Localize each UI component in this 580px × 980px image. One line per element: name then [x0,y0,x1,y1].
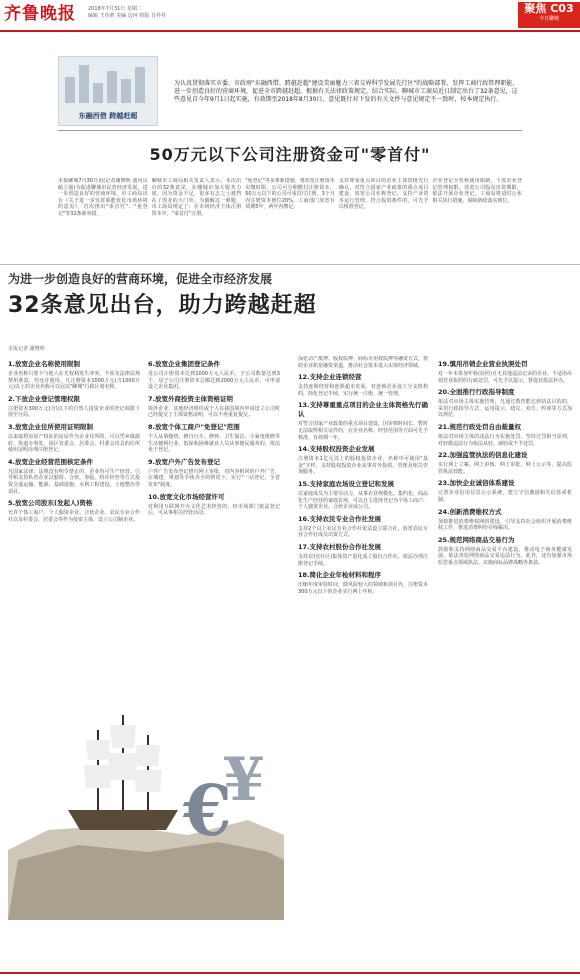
section-heading: 4.放宽企业经营范围核定条件 [8,457,93,466]
section-text: 对一年未参加年检(验照)且无其他违法记录的企业，不适用吊销营业执照的行政处罚，可先予以提示，督促其依法补办。 [438,371,572,384]
section-heading: 1.放宽企业名称使用限制 [8,360,80,368]
section-heading: 6.放宽企业集团登记条件 [148,360,220,368]
section-heading: 7.放宽外商投资主体资格证明 [148,394,233,403]
section-text: 深化动产抵押、股权质押、商标专用权质押等融资方式，帮助企业拓宽融资渠道，推动社会资本进入实体经济领域。 [298,356,428,369]
section-text: 以家庭成员为主要劳动力，从事农业规模化、集约化、商品化生产经营的家庭农场，可以自主选择登记为个体工商户、个人独资企业、合伙企业或公司。 [298,490,428,511]
article2-kicker: 为进一步创造良好的营商环境，促进全市经济发展 [8,272,273,286]
section-heading: 3.放宽企业住所使用证明限制 [8,422,93,431]
section-heading: 14.支持股权投资企业发展 [298,445,375,454]
section-heading: 2.下放企业登记管理权限 [8,394,80,403]
banner-lead: 为认真贯彻落实市委、市政府"东融西借、跨越赶超"建设美丽魅力三省交界科学发展先行区"的战略部署，发挥工商行政管理职能，进一步创造良好的营商环境，促进全市跨越赶超，根据有关法律政策规定，结合实际，聊城市工商局近日制定出台了32条意见，这些意见自今年9月1日起实施，有效期至2018年8月30日，意见既针对下发的有关文件与意见规定不一致时，按本规定执行。 [174,80,519,103]
article1-col: 支持尊重重点项目的企业主体资格先行确认，对符合国家产业政策的重点项目建设，放宽公司名称登记、支持产业资本运行管理，符合投资条件的，可先予以核准登记。 [338,178,429,210]
section-heading: 17.支持农村股份合作社发展 [298,542,382,551]
section-text: 完善企业信用信息公示系统，建立守信激励和失信惩戒机制。 [438,490,572,503]
section-title: 聚焦 C03 [524,2,574,15]
section-text: 支持2个以上农民专业合作社依法设立联合社，放宽农民专业合作社成员出资方式。 [298,525,428,539]
article1-col: 聊城市工商局相关负责人表示，本次出台的32条意见，在哪城市加大服务力度。因为资金不足，很多有志之士被挡在了创业的大门外。为破解这一难题，市工商局规定了：在市场经济主体注册资本中，"零首付"注册。 [151,178,242,217]
section-heading: 24.创新消费维权方式 [438,507,502,516]
section-heading: 5.放宽公司股东(发起人)资格 [8,499,93,508]
illustration-ship-currency [8,620,284,920]
body-column-1 [8,356,140,592]
section-badge [518,2,580,28]
section-text: 母公司注册资本达到1000万元人民币，子公司数量达到3个，母子公司注册资本总额达到2000万元人民币，可申请设立企业集团。 [148,371,280,391]
section-text: 压缩年度审验时间，除风险较大的领域和项目外，注册资本300万元以下的企业实行网上年检。 [298,582,428,595]
footer-divider [0,972,580,974]
section-text: 依法对市场主体实施管理，凡通过教育能达到执法目的的，采用行政指导方式，运用提示、建议、劝告、约谈等方式加以规范。 [438,399,572,419]
section-heading: 10.放宽文化市场经营许可 [148,492,225,501]
article1-columns [58,178,522,260]
section-text: 个人从事缝纫、修自行车、修钟、卫生保洁、小家电维修等生活便利行业，低保和困难就业人员从事便民服务的，依法免于登记。 [148,433,280,454]
article2-headline: 32条意见出台，助力跨越赶超 [8,293,317,318]
section-heading: 23.加快企业诚信体系建设 [438,479,515,488]
section-heading: 18.简化企业年检材料和程序 [298,571,382,580]
section-heading: 15.支持家庭农场设立登记和发展 [298,479,395,488]
body-column-3 [298,356,428,956]
section-text: 户外广告发布登记推行网上审批，对内容相同的户外广告，在城建、规划等手续齐全的情况下，实行"一站登记，全省发布"制度。 [148,468,280,488]
section-text: 依法对市场主体的违法行为实施处罚，坚持过罚相当原则，对轻微违法行为依法从轻、减轻或不予处罚。 [438,433,572,447]
section-text: 对利用互联网开办文化艺术经营的，经市场部门依法登记后，可从事相关经营活动。 [148,503,280,517]
section-heading: 25.规范网络商品交易行为 [438,535,515,544]
masthead [0,0,580,30]
article1-col: 本报聊城7月30日讯(记者谢晓明 通讯员 蔺立强)为促进聊城市民营经济发展，进一步创造良好的营商环境，市工商局出台《关于进一步发挥职能优化市场环境的意见》，首次推出"零首付"、"免登记"等32条新举措。 [58,178,148,217]
section-subtitle: 今日聊城 [538,16,559,22]
issue-editors: 编辑 王伟胜 美编 边珂 组版 肖祥祥 [88,13,166,19]
article2-byline: 本报记者 谢晓明 [8,346,45,352]
svg-text:¥: ¥ [223,745,265,815]
section-heading: 19.慎用吊销企业营业执照处罚 [438,360,528,368]
section-heading: 22.加强监管执法的信息化建设 [438,451,528,460]
section-heading: 21.规范行政处罚自由裁量权 [438,422,522,431]
section-heading: 12.支持企业连锁经营 [298,373,362,382]
section-text: 对符合国家产业政策的重点项目建设，因审核时间长、暂时无法取得相关证件的，在企业名称、经营范围等方面可先予核准，有效期一年。 [298,421,428,441]
svg-text:€: € [183,769,232,852]
issue-meta [88,6,166,20]
section-text: 支持连锁经营和连锁超市发展，对连锁企业设立分支机构的，简化登记手续，实行统一注册、统一管理。 [298,384,428,397]
body-column-4 [438,356,572,956]
article1-col: 企业登记全名称使用限制，下放企业登记管理权限，放宽公司股东出资期限，依法开展企业登记。工商局将适时公布相关执行措施，保障新政落实到位。 [432,178,522,204]
section-text: 注册资本300万元(含)以下的自然人投资企业的登记权限下放至分局。 [8,405,140,419]
newspaper-logo: 齐鲁晚报 [4,4,76,24]
section-heading: 8.放宽个体工商户"免登记"范围 [148,422,240,431]
section-text: 境外企业、其他经济组织或个人在我国境内申请设立公司时已经提交了主体资格证明，可以不再重复提交。 [148,405,280,419]
section-heading: 20.全面推行行政指导制度 [438,388,515,397]
section-heading: 16.支持农民专业合作社发展 [298,514,382,523]
section-text: 凡国家法律、法规没有明令禁止的，企业均可生产经营。引导和支持私营企业以独资、合伙、参股、特许经营等方式投资交通运输、能源、基础设施、水利工程建设、土地整治等项目。 [8,468,140,495]
section-text: 允许个体工商户、个人独资企业、合伙企业、农民专业合作社以及村委会、居委会等作为投资主体，设立公司制企业。 [8,510,140,523]
header-divider [0,30,580,32]
section-text: 注册资本1亿元以上的股权投资企业，名称中可使用"基金"字样，支持股权投资企业从事对外投资、管理及相关咨询服务。 [298,456,428,476]
section-text: 鼓励和支持网络商品交易平台建设，推动电子商务健康发展，依法查处网络商品交易违法行为。此外，还有加强市场监管重点领域执法、实施商标品牌战略等条款。 [438,546,572,566]
article1-col: "免登记"等多条新措施。将放宽注册资本实缴时限，公司可分期缴付注册资本，50万元以下的公司可零首付注册，3个月内注册资本到位20%，工商部门放宽有效期5年，两年内缴足。 [245,178,335,210]
section-text: 企业名称只要不与他人在先权利发生冲突，不涉及法律法规禁用条款，均允许使用。凡注册资本1000万元(含1000万元)以上的企业名称可以冠以"聊城"行政区划名称。 [8,371,140,391]
section-text: 以来取得房屋产权证的房屋作为企业住所的，可以凭乡镇政府、街道办事处、园区管委会、居委会、村委会出具的住所使用证明办理注册登记。 [8,433,140,454]
section-divider [0,264,580,265]
section-text: 支持农村(社区)集体资产量化成立股份合作社，依法办理注册登记手续。 [298,553,428,567]
section-heading: 13.支持尊重重点项目的企业主体资格先行确认 [298,401,428,419]
section-heading: 9.放宽户外广告发布登记 [148,457,220,466]
banner-caption: 东融西借 跨越赶超 [78,112,138,120]
issue-date: 2018年7月31日 星期二 [88,6,142,12]
section-text: 加快推进消费维权网络建设，引导支持社会组织开展消费维权工作，推进消费纠纷在线解决。 [438,518,572,532]
lead-divider [58,130,522,131]
article1-headline: 50万元以下公司注册资金可"零首付" [149,145,431,164]
section-text: 实行网上立案、网上审核、网上审批、网上公示等，提高监管执法效能。 [438,462,572,475]
body-column-2 [148,356,280,612]
